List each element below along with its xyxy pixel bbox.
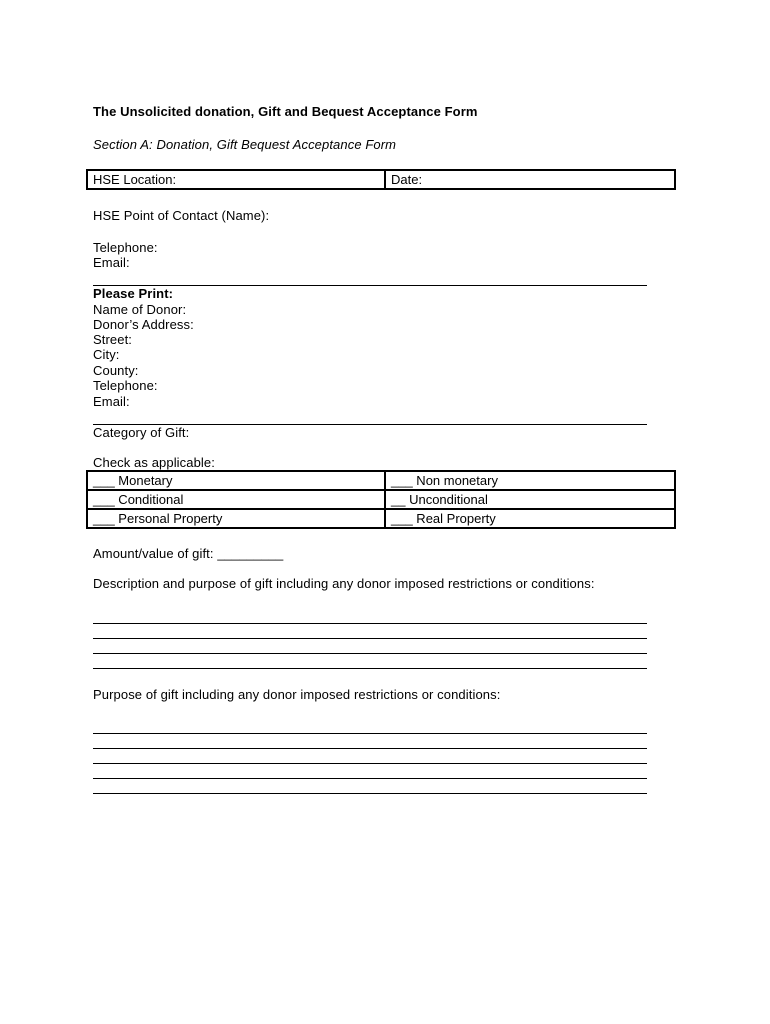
donor-name-label: Name of Donor:	[93, 302, 187, 317]
unconditional-option[interactable]: __ Unconditional	[385, 490, 675, 509]
non-monetary-option[interactable]: ___ Non monetary	[385, 471, 675, 490]
donor-address-label: Donor’s Address:	[93, 317, 194, 332]
donor-county-label: County:	[93, 363, 139, 378]
category-of-gift-label: Category of Gift:	[93, 425, 190, 440]
purpose-answer-line[interactable]	[93, 793, 647, 794]
location-date-row	[87, 170, 675, 189]
gift-category-table	[86, 470, 676, 529]
check-applicable-label: Check as applicable:	[93, 455, 215, 470]
purpose-answer-line[interactable]	[93, 763, 647, 764]
personal-property-option[interactable]: ___ Personal Property	[87, 509, 385, 528]
date-field[interactable]: Date:	[385, 170, 675, 189]
donor-email-label: Email:	[93, 394, 130, 409]
contact-email-label: Email:	[93, 255, 130, 270]
point-of-contact-label: HSE Point of Contact (Name):	[93, 208, 270, 223]
conditional-option[interactable]: ___ Conditional	[87, 490, 385, 509]
donor-city-label: City:	[93, 347, 120, 362]
contact-telephone-label: Telephone:	[93, 240, 158, 255]
form-title: The Unsolicited donation, Gift and Bequest Acceptance Form	[93, 104, 478, 119]
location-date-table	[86, 169, 676, 190]
description-answer-line[interactable]	[93, 638, 647, 639]
table-row	[87, 509, 675, 528]
purpose-answer-line[interactable]	[93, 778, 647, 779]
real-property-option[interactable]: ___ Real Property	[385, 509, 675, 528]
monetary-option[interactable]: ___ Monetary	[87, 471, 385, 490]
donor-telephone-label: Telephone:	[93, 378, 158, 393]
please-print-label: Please Print:	[93, 286, 174, 301]
hse-location-field[interactable]: HSE Location:	[87, 170, 385, 189]
purpose-answer-line[interactable]	[93, 748, 647, 749]
purpose-label: Purpose of gift including any donor imposed restrictions or conditions:	[93, 687, 501, 702]
description-answer-line[interactable]	[93, 668, 647, 669]
table-row	[87, 471, 675, 490]
section-heading: Section A: Donation, Gift Bequest Acceptance Form	[93, 137, 397, 152]
amount-value-field[interactable]: Amount/value of gift: _________	[93, 546, 284, 561]
purpose-answer-line[interactable]	[93, 733, 647, 734]
description-answer-line[interactable]	[93, 653, 647, 654]
description-purpose-label: Description and purpose of gift including any donor imposed restrictions or conditions:	[93, 576, 595, 591]
donor-street-label: Street:	[93, 332, 132, 347]
description-answer-line[interactable]	[93, 623, 647, 624]
table-row	[87, 490, 675, 509]
divider-line	[93, 285, 647, 286]
